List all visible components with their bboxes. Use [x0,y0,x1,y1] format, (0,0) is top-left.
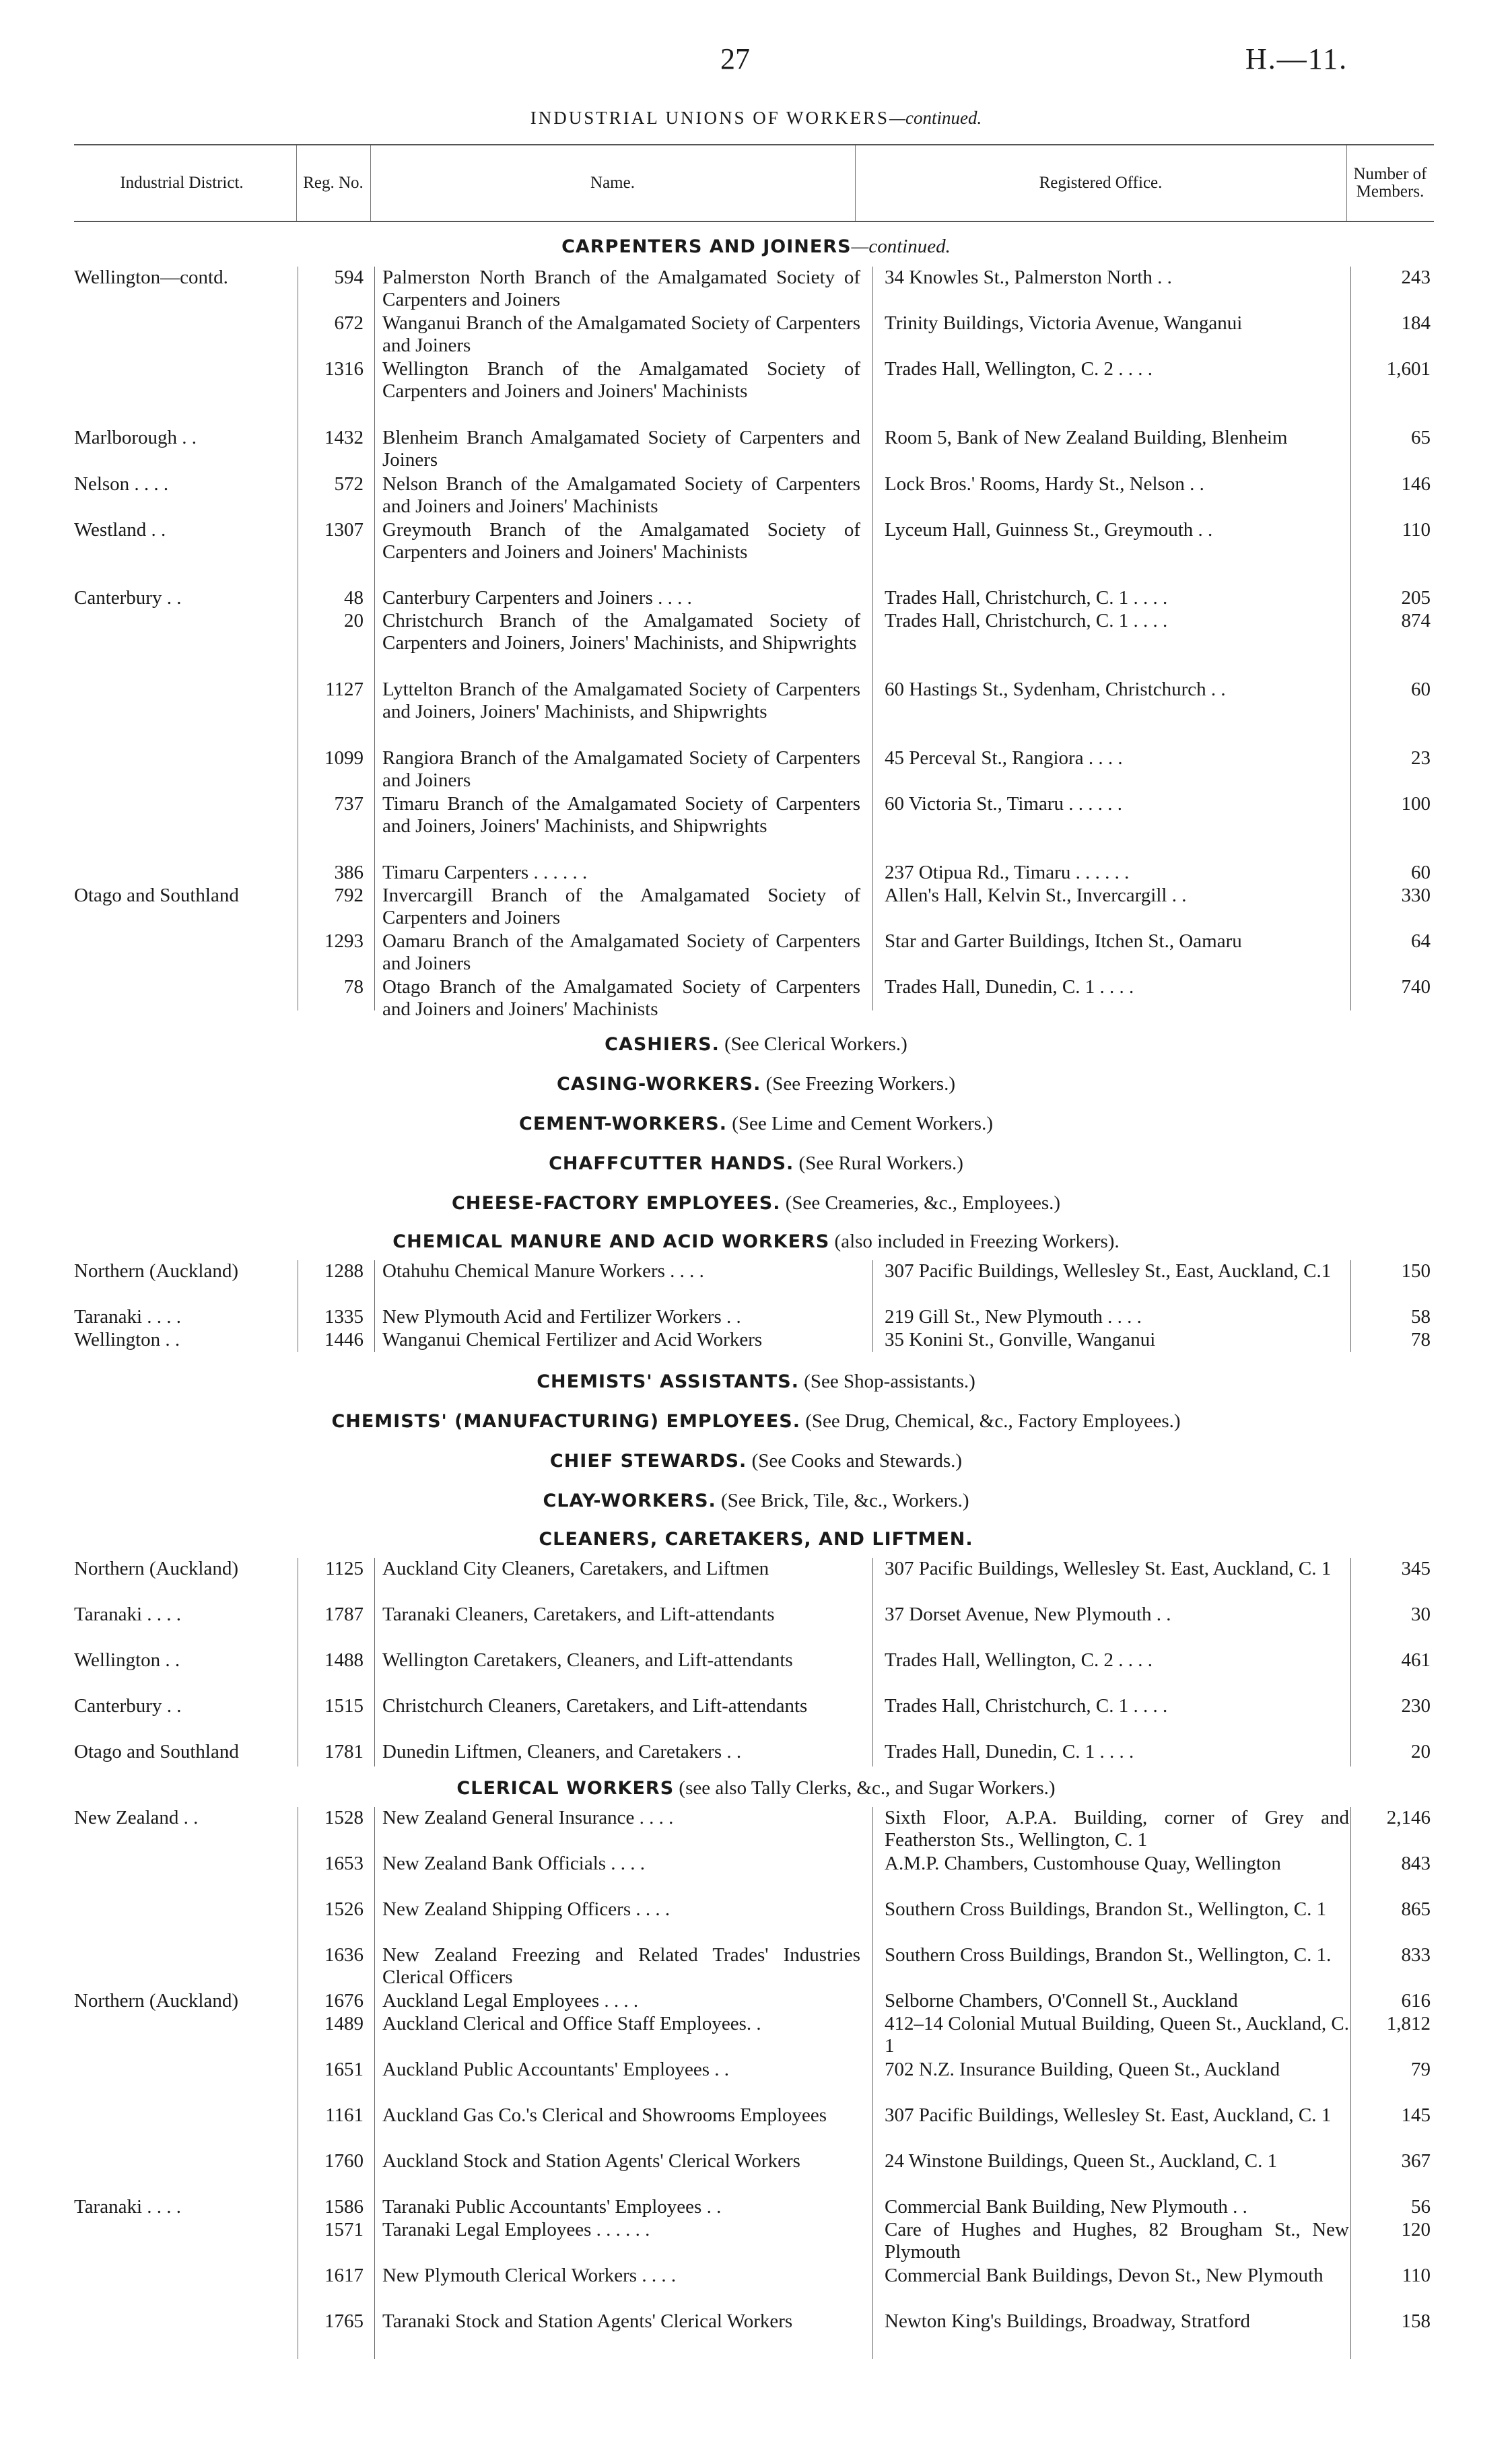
name-cell: New Zealand Freezing and Related Trades' Industries Clerical Officers [382,1944,860,1988]
office-cell: Trades Hall, Dunedin, C. 1 . . . . [885,976,1134,998]
section-note: (See Shop-assistants.) [804,1371,975,1392]
reg-no-cell: 1636 [324,1944,364,1966]
office-cell: Trades Hall, Christchurch, C. 1 . . . . [885,587,1168,609]
members-cell: 158 [1401,2310,1431,2332]
members-cell: 230 [1401,1695,1431,1717]
members-cell: 20 [1411,1741,1431,1762]
members-cell: 60 [1411,862,1431,883]
reg-no-cell: 1781 [324,1741,364,1762]
name-cell: Wanganui Branch of the Amalgamated Society of Carpenters and Joiners [382,312,860,356]
reg-no-cell: 1787 [324,1604,364,1625]
members-cell: 205 [1401,587,1431,609]
col-header-district: Industrial District. [120,173,244,192]
office-cell: Lock Bros.' Rooms, Hardy St., Nelson . . [885,473,1204,495]
members-cell: 30 [1411,1604,1431,1625]
office-cell: A.M.P. Chambers, Customhouse Quay, Wellington [885,1853,1281,1874]
office-cell: Trades Hall, Wellington, C. 2 . . . . [885,1649,1153,1671]
reg-no-cell: 1335 [324,1306,364,1328]
office-cell: Care of Hughes and Hughes, 82 Brougham St., New Plymouth [885,2219,1349,2263]
district-cell: Marlborough . . [74,427,197,448]
reg-no-cell: 594 [334,267,364,288]
section-title: CLERICAL WORKERS [456,1778,675,1799]
column-rule [872,267,873,1010]
section-title: CHAFFCUTTER HANDS. [549,1153,794,1174]
members-cell: 110 [1402,519,1431,541]
section-note: (See Clerical Workers.) [724,1033,907,1055]
section-title: CARPENTERS AND JOINERS [561,236,852,257]
members-cell: 345 [1401,1558,1431,1579]
members-cell: 64 [1411,930,1431,952]
reg-no-cell: 1653 [324,1853,364,1874]
col-header-office: Registered Office. [1039,173,1163,192]
reg-no-cell: 1488 [324,1649,364,1671]
office-cell: 24 Winstone Buildings, Queen St., Auckland, C. 1 [885,2150,1278,2172]
section-heading [0,1192,1512,1214]
name-cell: Invercargill Branch of the Amalgamated Society of Carpenters and Joiners [382,885,860,928]
name-cell: Taranaki Public Accountants' Employees . . [382,2196,722,2218]
section-title: CASING-WORKERS. [557,1074,761,1095]
district-cell: Northern (Auckland) [74,1260,238,1282]
name-cell: Lyttelton Branch of the Amalgamated Society of Carpenters and Joiners, Joiners' Machinists, and Shipwrights [382,679,860,722]
district-cell: Otago and Southland [74,1741,239,1762]
section-note: —continued. [851,236,951,257]
members-cell: 2,146 [1386,1807,1431,1828]
name-cell: New Zealand General Insurance . . . . [382,1807,674,1828]
column-rule [1350,1558,1351,1766]
district-cell: Otago and Southland [74,885,239,906]
column-rule [872,1807,873,2359]
members-cell: 616 [1401,1990,1431,2012]
col-header-members: Number of Members. [1353,164,1427,201]
column-rule [374,1260,375,1352]
district-cell: Northern (Auckland) [74,1990,238,2012]
office-cell: 45 Perceval St., Rangiora . . . . [885,747,1123,769]
reg-no-cell: 672 [334,312,364,334]
name-cell: Auckland Gas Co.'s Clerical and Showrooms Employees [382,2104,827,2126]
reg-no-cell: 1127 [325,679,364,700]
name-cell: Timaru Carpenters . . . . . . [382,862,588,883]
name-cell: Taranaki Stock and Station Agents' Clerical Workers [382,2310,793,2332]
name-cell: Otago Branch of the Amalgamated Society of Carpenters and Joiners and Joiners' Machinists [382,976,860,1020]
members-cell: 874 [1401,610,1431,631]
office-cell: 307 Pacific Buildings, Wellesley St., East, Auckland, C.1 [885,1260,1332,1282]
column-rule [872,1260,873,1352]
name-cell: Christchurch Cleaners, Caretakers, and Lift-attendants [382,1695,808,1717]
members-cell: 367 [1401,2150,1431,2172]
section-heading [0,1113,1512,1135]
office-cell: Room 5, Bank of New Zealand Building, Blenheim [885,427,1288,448]
members-cell: 65 [1411,427,1431,448]
section-note: (See Lime and Cement Workers.) [732,1113,993,1134]
reg-no-cell: 1307 [324,519,364,541]
name-cell: Auckland Stock and Station Agents' Clerical Workers [382,2150,800,2172]
members-cell: 150 [1401,1260,1431,1282]
name-cell: Christchurch Branch of the Amalgamated Society of Carpenters and Joiners, Joiners' Machinists, and Shipwrights [382,610,860,654]
district-cell: Nelson . . . . [74,473,169,495]
column-rule [872,1558,873,1766]
column-rule [374,1558,375,1766]
name-cell: Rangiora Branch of the Amalgamated Society of Carpenters and Joiners [382,747,860,791]
section-note: (See Rural Workers.) [798,1153,963,1174]
name-cell: New Zealand Bank Officials . . . . [382,1853,646,1874]
reg-no-cell: 1316 [324,358,364,380]
section-title: CLEANERS, CARETAKERS, AND LIFTMEN. [539,1529,973,1550]
running-title-text: INDUSTRIAL UNIONS OF WORKERS [530,108,890,128]
name-cell: New Zealand Shipping Officers . . . . [382,1898,671,1920]
reg-no-cell: 78 [344,976,364,998]
members-cell: 120 [1401,2219,1431,2240]
district-cell: Northern (Auckland) [74,1558,238,1579]
district-cell: Taranaki . . . . [74,2196,182,2218]
page-number: 27 [720,42,750,75]
office-cell: 219 Gill St., New Plymouth . . . . [885,1306,1142,1328]
column-rule [1350,1807,1351,2359]
members-cell: 79 [1411,2059,1431,2080]
name-cell: Wellington Branch of the Amalgamated Society of Carpenters and Joiners and Joiners' Machinists [382,358,860,402]
district-cell: Canterbury . . [74,1695,182,1717]
reg-no-cell: 572 [334,473,364,495]
reg-no-cell: 48 [344,587,364,609]
section-heading [0,1528,1512,1550]
section-heading [0,1033,1512,1056]
reg-no-cell: 737 [334,793,364,815]
members-cell: 110 [1402,2265,1431,2286]
column-rule [1350,267,1351,1010]
reg-no-cell: 1489 [324,2013,364,2034]
reg-no-cell: 1571 [324,2219,364,2240]
name-cell: Palmerston North Branch of the Amalgamated Society of Carpenters and Joiners [382,267,860,310]
members-cell: 1,812 [1386,2013,1431,2034]
name-cell: Auckland City Cleaners, Caretakers, and Liftmen [382,1558,769,1579]
name-cell: Dunedin Liftmen, Cleaners, and Caretakers . . [382,1741,742,1762]
section-heading [0,1410,1512,1433]
office-cell: Southern Cross Buildings, Brandon St., Wellington, C. 1 [885,1898,1327,1920]
section-title: CHEMISTS' ASSISTANTS. [537,1371,799,1392]
running-title-suffix: —continued. [889,108,982,128]
members-cell: 330 [1401,885,1431,906]
reg-no-cell: 20 [344,610,364,631]
reg-no-cell: 1099 [324,747,364,769]
table-header [74,144,1434,222]
district-cell: Canterbury . . [74,587,182,609]
office-cell: 60 Hastings St., Sydenham, Christchurch . . [885,679,1226,700]
reg-no-cell: 1288 [324,1260,364,1282]
name-cell: Greymouth Branch of the Amalgamated Society of Carpenters and Joiners and Joiners' Machinists [382,519,860,563]
office-cell: Commercial Bank Buildings, Devon St., New Plymouth [885,2265,1324,2286]
reg-no-cell: 1161 [325,2104,364,2126]
office-cell: 702 N.Z. Insurance Building, Queen St., Auckland [885,2059,1280,2080]
section-heading [0,1490,1512,1512]
name-cell: New Plymouth Clerical Workers . . . . [382,2265,677,2286]
section-title: CHIEF STEWARDS. [549,1451,747,1472]
office-cell: 307 Pacific Buildings, Wellesley St. East, Auckland, C. 1 [885,1558,1332,1579]
members-cell: 78 [1411,1329,1431,1350]
reg-no-cell: 1515 [324,1695,364,1717]
reg-no-cell: 1528 [324,1807,364,1828]
name-cell: Otahuhu Chemical Manure Workers . . . . [382,1260,704,1282]
members-cell: 865 [1401,1898,1431,1920]
members-cell: 58 [1411,1306,1431,1328]
name-cell: Timaru Branch of the Amalgamated Society of Carpenters and Joiners, Joiners' Machinists, and Shipwrights [382,793,860,837]
col-header-reg-no: Reg. No. [303,173,364,192]
section-title: CHEESE-FACTORY EMPLOYEES. [451,1193,781,1214]
reg-no-cell: 1125 [325,1558,364,1579]
reg-no-cell: 1617 [324,2265,364,2286]
office-cell: Southern Cross Buildings, Brandon St., Wellington, C. 1. [885,1944,1332,1966]
name-cell: Auckland Public Accountants' Employees . . [382,2059,730,2080]
section-note: (See Brick, Tile, &c., Workers.) [721,1490,969,1511]
reg-no-cell: 1760 [324,2150,364,2172]
district-cell: Westland . . [74,519,166,541]
section-note: (also included in Freezing Workers). [834,1231,1120,1252]
members-cell: 100 [1401,793,1431,815]
reg-no-cell: 1432 [324,427,364,448]
office-cell: Trades Hall, Wellington, C. 2 . . . . [885,358,1153,380]
section-note: (See Cooks and Stewards.) [751,1450,963,1472]
office-cell: Trinity Buildings, Victoria Avenue, Wanganui [885,312,1243,334]
reg-no-cell: 792 [334,885,364,906]
name-cell: Blenheim Branch Amalgamated Society of Carpenters and Joiners [382,427,860,471]
office-cell: Star and Garter Buildings, Itchen St., Oamaru [885,930,1242,952]
office-cell: Trades Hall, Dunedin, C. 1 . . . . [885,1741,1134,1762]
section-title: CLAY-WORKERS. [543,1490,716,1511]
section-heading [0,1450,1512,1472]
document-reference: H.—11. [1245,42,1348,75]
name-cell: Taranaki Cleaners, Caretakers, and Lift-attendants [382,1604,775,1625]
reg-no-cell: 1651 [324,2059,364,2080]
district-cell: Taranaki . . . . [74,1604,182,1625]
name-cell: Wanganui Chemical Fertilizer and Acid Workers [382,1329,763,1350]
members-cell: 60 [1411,679,1431,700]
section-note: (See Creameries, &c., Employees.) [785,1192,1061,1214]
section-note: (See Drug, Chemical, &c., Factory Employees.) [805,1410,1181,1432]
column-rule [1350,1260,1351,1352]
reg-no-cell: 1526 [324,1898,364,1920]
office-cell: Trades Hall, Christchurch, C. 1 . . . . [885,610,1168,631]
members-cell: 833 [1401,1944,1431,1966]
name-cell: Auckland Clerical and Office Staff Employees. . [382,2013,761,2034]
reg-no-cell: 1293 [324,930,364,952]
office-cell: Lyceum Hall, Guinness St., Greymouth . . [885,519,1213,541]
office-cell: Sixth Floor, A.P.A. Building, corner of Grey and Featherston Sts., Wellington, C. 1 [885,1807,1349,1851]
section-title: CHEMICAL MANURE AND ACID WORKERS [392,1231,830,1252]
district-cell: Wellington . . [74,1649,180,1671]
section-note: (See Freezing Workers.) [765,1073,955,1095]
members-cell: 843 [1401,1853,1431,1874]
name-cell: Oamaru Branch of the Amalgamated Society of Carpenters and Joiners [382,930,860,974]
members-cell: 243 [1401,267,1431,288]
office-cell: 307 Pacific Buildings, Wellesley St. East, Auckland, C. 1 [885,2104,1332,2126]
section-title: CEMENT-WORKERS. [519,1113,728,1134]
name-cell: Wellington Caretakers, Cleaners, and Lift-attendants [382,1649,793,1671]
district-cell: Taranaki . . . . [74,1306,182,1328]
reg-no-cell: 1765 [324,2310,364,2332]
section-heading [0,1153,1512,1175]
district-cell: Wellington—contd. [74,267,228,288]
section-title: CHEMISTS' (MANUFACTURING) EMPLOYEES. [331,1411,801,1432]
col-header-name: Name. [590,173,635,192]
reg-no-cell: 1446 [324,1329,364,1350]
name-cell: Auckland Legal Employees . . . . [382,1990,639,2012]
name-cell: Canterbury Carpenters and Joiners . . . . [382,587,692,609]
members-cell: 146 [1401,473,1431,495]
reg-no-cell: 1586 [324,2196,364,2218]
running-title [0,108,1512,129]
members-cell: 740 [1401,976,1431,998]
office-cell: Newton King's Buildings, Broadway, Stratford [885,2310,1251,2332]
column-rule [374,1807,375,2359]
office-cell: 34 Knowles St., Palmerston North . . [885,267,1172,288]
office-cell: Selborne Chambers, O'Connell St., Auckland [885,1990,1238,2012]
office-cell: 237 Otipua Rd., Timaru . . . . . . [885,862,1130,883]
section-heading [0,1371,1512,1393]
members-cell: 184 [1401,312,1431,334]
name-cell: Taranaki Legal Employees . . . . . . [382,2219,650,2240]
office-cell: Trades Hall, Christchurch, C. 1 . . . . [885,1695,1168,1717]
reg-no-cell: 1676 [324,1990,364,2012]
office-cell: 412–14 Colonial Mutual Building, Queen St., Auckland, C. 1 [885,2013,1349,2057]
reg-no-cell: 386 [334,862,364,883]
office-cell: Allen's Hall, Kelvin St., Invercargill . . [885,885,1187,906]
section-heading [0,1231,1512,1253]
section-note: (see also Tally Clerks, &c., and Sugar Workers.) [679,1777,1056,1799]
district-cell: Wellington . . [74,1329,180,1350]
section-heading [0,236,1512,258]
members-cell: 1,601 [1386,358,1431,380]
members-cell: 461 [1401,1649,1431,1671]
district-cell: New Zealand . . [74,1807,199,1828]
office-cell: 35 Konini St., Gonville, Wanganui [885,1329,1156,1350]
section-title: CASHIERS. [605,1034,720,1055]
office-cell: 60 Victoria St., Timaru . . . . . . [885,793,1122,815]
members-cell: 23 [1411,747,1431,769]
office-cell: 37 Dorset Avenue, New Plymouth . . [885,1604,1171,1625]
members-cell: 56 [1411,2196,1431,2218]
section-heading [0,1073,1512,1095]
column-rule [374,267,375,1010]
section-heading [0,1777,1512,1799]
name-cell: New Plymouth Acid and Fertilizer Workers . . [382,1306,741,1328]
members-cell: 145 [1401,2104,1431,2126]
name-cell: Nelson Branch of the Amalgamated Society of Carpenters and Joiners and Joiners' Machinists [382,473,860,517]
office-cell: Commercial Bank Building, New Plymouth . . [885,2196,1247,2218]
